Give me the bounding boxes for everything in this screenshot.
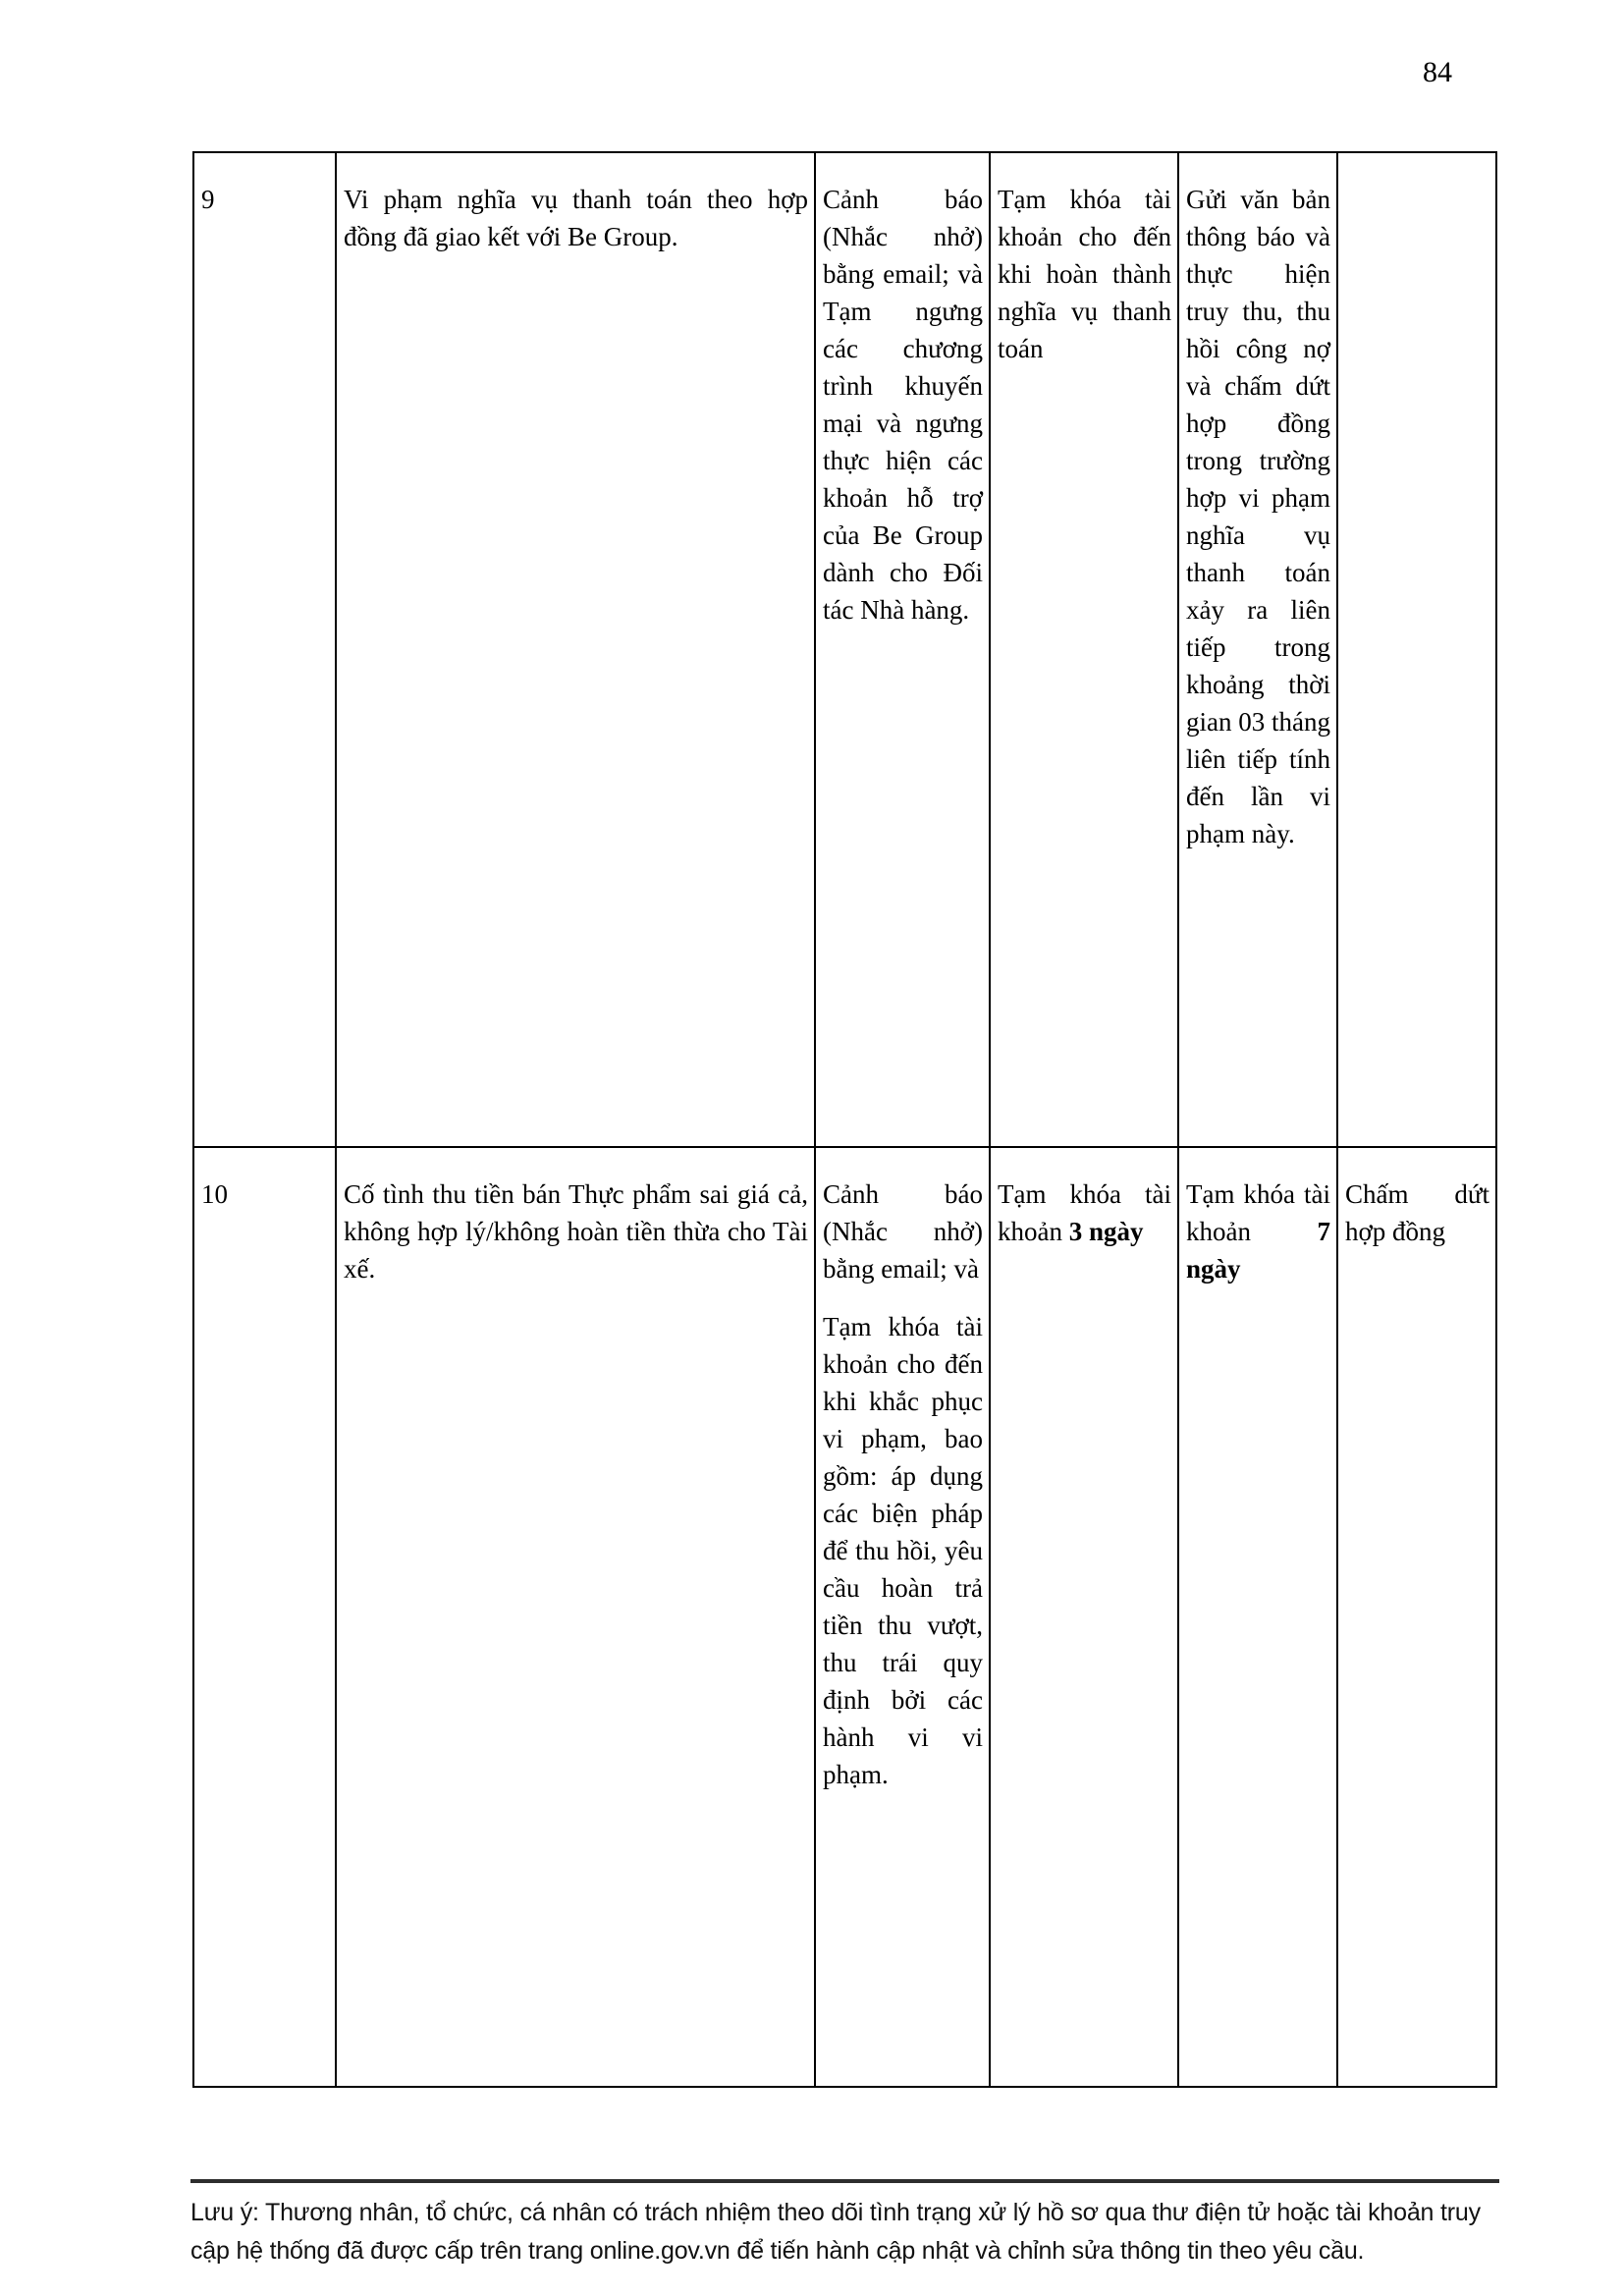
- penalty-paragraph: Cảnh báo (Nhắc nhở) bằng email; và: [823, 1179, 983, 1284]
- penalty-duration: 7 ngày: [1186, 1217, 1330, 1284]
- footer-note: Lưu ý: Thương nhân, tổ chức, cá nhân có trách nhiệm theo dõi tình trạng xử lý hồ sơ qua thư điện tử hoặc tài khoản truy cập hệ thống đã được cấp trên trang online.gov.vn để tiến hành cập nhật và chỉnh sửa thông tin theo yêu cầu.: [190, 2199, 1481, 2265]
- cell-violation-description: Vi phạm nghĩa vụ thanh toán theo hợp đồng đã giao kết với Be Group.: [336, 152, 815, 1147]
- cell-penalty-level-4: [1337, 152, 1496, 1147]
- table-row: [193, 1147, 1496, 2087]
- cell-penalty-level-1: Cảnh báo (Nhắc nhở) bằng email; và Tạm ngưng các chương trình khuyến mại và ngưng thực hiện các khoản hỗ trợ của Be Group dành cho Đối tác Nhà hàng.: [815, 152, 990, 1147]
- page-number: 84: [1423, 56, 1452, 88]
- table-row: [193, 152, 1496, 1147]
- cell-row-number: 9: [193, 152, 336, 1147]
- penalty-table: [192, 151, 1497, 2088]
- penalty-text: Tạm khóa tài khoản: [1186, 1179, 1330, 1246]
- footnote-separator: [190, 2179, 1499, 2183]
- cell-row-number: 10: [193, 1147, 336, 2087]
- cell-penalty-level-2: Tạm khóa tài khoản cho đến khi hoàn thành nghĩa vụ thanh toán: [990, 152, 1178, 1147]
- cell-penalty-level-1: [815, 1147, 990, 2087]
- cell-penalty-level-4: Chấm dứt hợp đồng: [1337, 1147, 1496, 2087]
- penalty-text: Tạm khóa tài khoản: [998, 1179, 1171, 1246]
- cell-penalty-level-2: [990, 1147, 1178, 2087]
- cell-violation-description: Cố tình thu tiền bán Thực phẩm sai giá cả, không hợp lý/không hoàn tiền thừa cho Tài xế.: [336, 1147, 815, 2087]
- penalty-paragraph: Tạm khóa tài khoản cho đến khi khắc phục vi phạm, bao gồm: áp dụng các biện pháp để thu hồi, yêu cầu hoàn trả tiền thu vượt, thu trái quy định bởi các hành vi vi phạm.: [823, 1312, 983, 1789]
- cell-penalty-level-3: Gửi văn bản thông báo và thực hiện truy thu, thu hồi công nợ và chấm dứt hợp đồng trong trường hợp vi phạm nghĩa vụ thanh toán xảy ra liên tiếp trong khoảng thời gian 03 tháng liên tiếp tính đến lần vi phạm này.: [1178, 152, 1337, 1147]
- cell-penalty-level-3: [1178, 1147, 1337, 2087]
- penalty-duration: 3 ngày: [1068, 1217, 1144, 1246]
